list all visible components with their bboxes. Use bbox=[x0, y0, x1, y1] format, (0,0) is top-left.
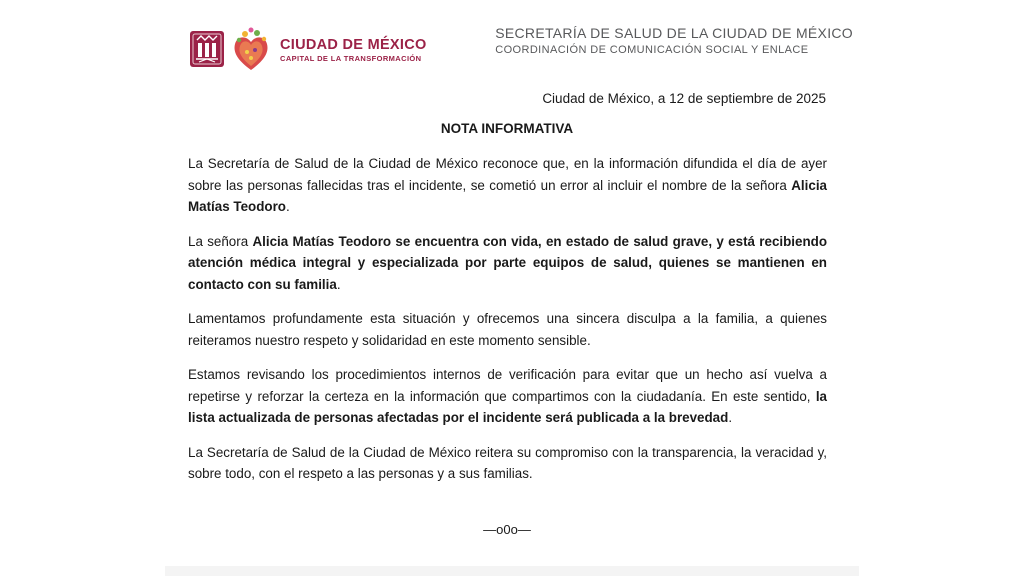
paragraph-3 bbox=[188, 308, 827, 351]
decorated-heart-icon bbox=[231, 26, 271, 74]
agency-block bbox=[495, 24, 853, 58]
bold-statement: Alicia Matías Teodoro se encuentra con vida, en estado de salud grave, y está recibiendo atención médica integral y especializada por parte equipos de salud, quienes se mantienen en contacto con su familia bbox=[188, 233, 828, 292]
paragraph-text: . bbox=[285, 199, 290, 214]
letterhead bbox=[185, 22, 855, 82]
cdmx-crest-icon bbox=[189, 30, 225, 68]
agency-subtitle: COORDINACIÓN DE COMUNICACIÓN SOCIAL Y ENLACE bbox=[495, 44, 809, 56]
paragraph-1 bbox=[188, 153, 827, 218]
paragraph-2 bbox=[188, 231, 827, 296]
paragraph-text: La Secretaría de Salud de la Ciudad de México reconoce que, en la información difundida el día de ayer sobre las personas fallecidas tras el incidente, se cometió un error al incluir el nombre de la señora bbox=[188, 156, 827, 193]
page-bottom-edge bbox=[165, 566, 859, 576]
brand-block bbox=[280, 36, 427, 64]
brand-subtitle: CAPITAL DE LA TRANSFORMACIÓN bbox=[280, 54, 422, 63]
agency-title: SECRETARÍA DE SALUD DE LA CIUDAD DE MÉXICO bbox=[495, 25, 853, 41]
paragraph-4 bbox=[188, 364, 827, 429]
paragraph-text: La señora bbox=[188, 233, 253, 249]
paragraph-text: Estamos revisando los procedimientos internos de verificación para evitar que un hecho así vuelva a repetirse y reforzar la certeza en la información que compartimos con la ciudadanía. En este sentido, bbox=[188, 367, 827, 404]
bold-statement: la lista actualizada de personas afectadas por el incidente será publicada a la brevedad bbox=[188, 388, 827, 425]
closing-mark: —o0o— bbox=[483, 522, 531, 537]
document-title: NOTA INFORMATIVA bbox=[440, 121, 574, 136]
paragraph-5 bbox=[188, 442, 827, 485]
date-line: Ciudad de México, a 12 de septiembre de 2025 bbox=[542, 91, 826, 106]
paragraph-text: La Secretaría de Salud de la Ciudad de México reitera su compromiso con la transparencia, la veracidad y, sobre todo, con el respeto a las personas y a sus familias. bbox=[188, 444, 827, 481]
paragraph-text: . bbox=[336, 276, 341, 292]
paragraph-text: Lamentamos profundamente esta situación y ofrecemos una sincera disculpa a la familia, a quienes reiteramos nuestro respeto y solidaridad en este momento sensible. bbox=[188, 311, 827, 348]
document-body bbox=[188, 153, 827, 498]
brand-title: CIUDAD DE MÉXICO bbox=[280, 37, 427, 53]
paragraph-text: . bbox=[728, 410, 733, 425]
bold-name: Alicia Matías Teodoro bbox=[188, 177, 827, 214]
